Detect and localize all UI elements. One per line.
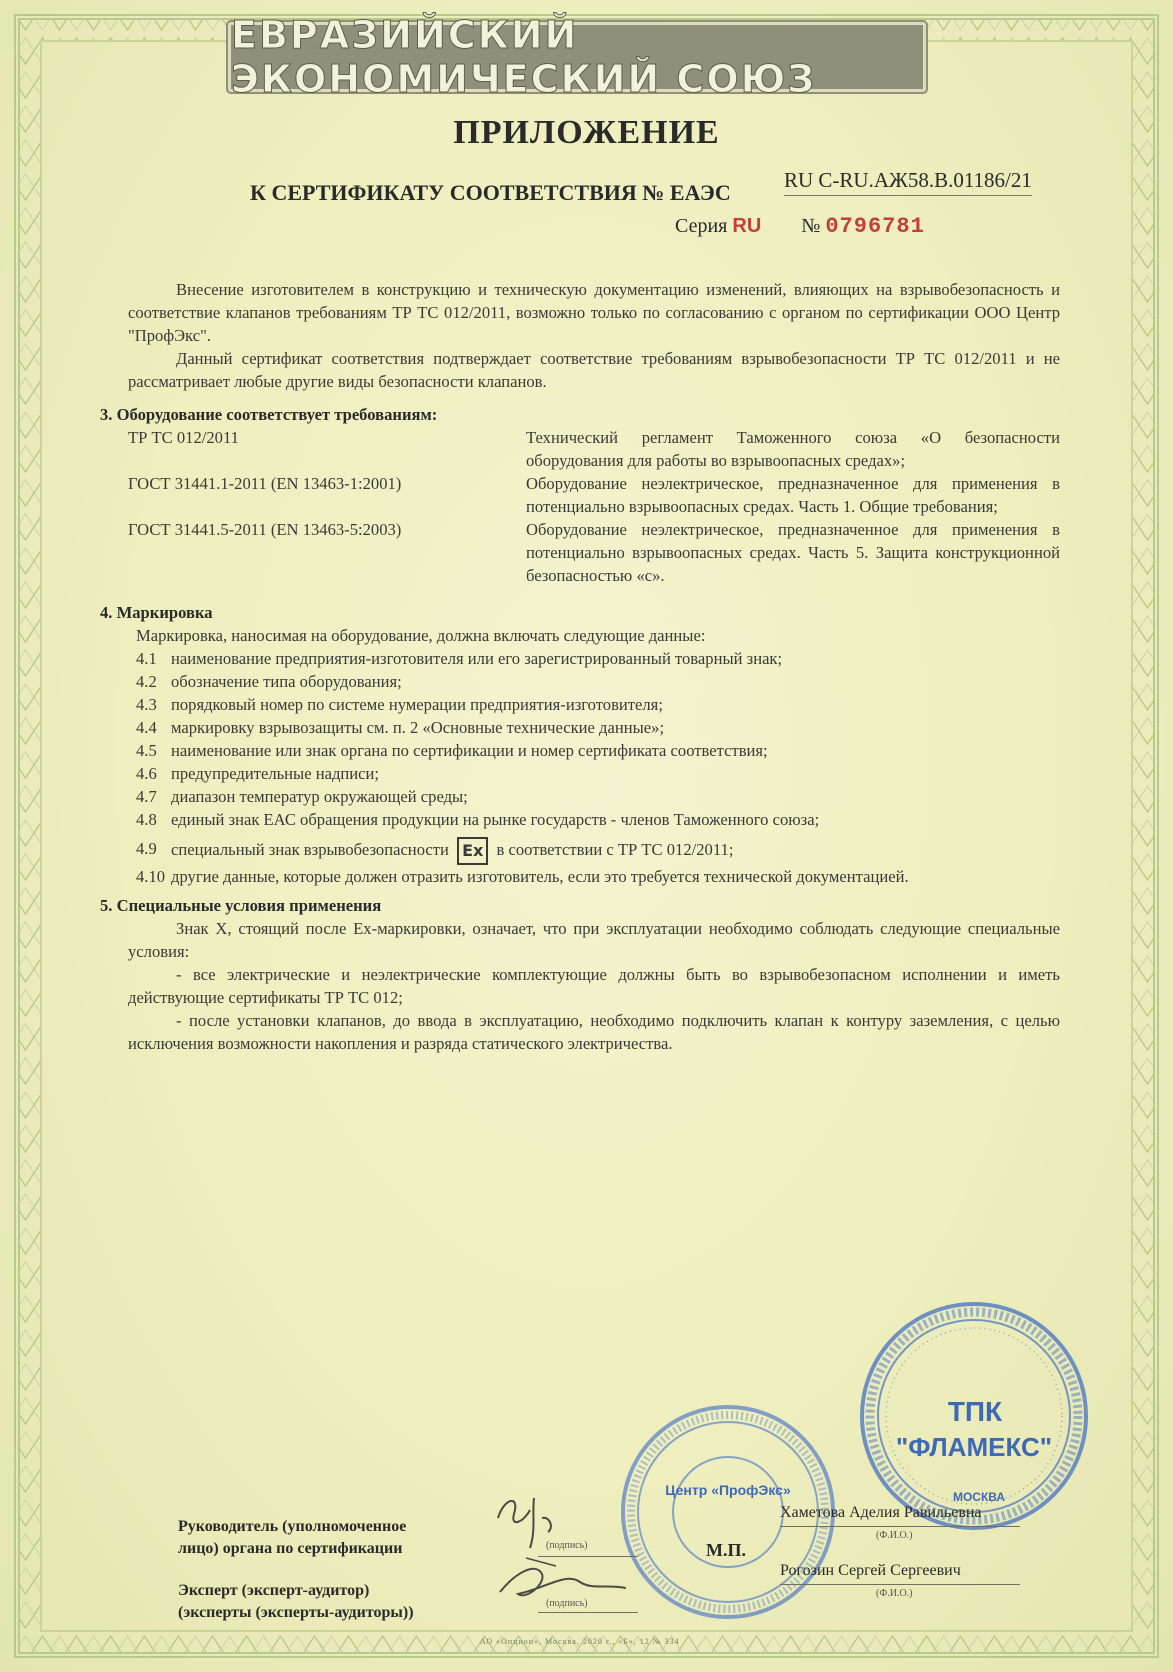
signature-hint: (подпись) — [546, 1598, 588, 1609]
conditions-paragraph: - после установки клапанов, до ввода в эксплуатацию, необходимо подключить клапан к контуру заземления, с целью исключения возможности накопления и разряда статического электричества. — [128, 1011, 1060, 1053]
marking-item — [136, 865, 1060, 888]
expert-label-line: Эксперт (эксперт-аудитор) — [178, 1582, 370, 1599]
marking-item-text: другие данные, которые должен отразить изготовитель, если это требуется технической документацией. — [171, 867, 909, 886]
marking-item — [136, 762, 1060, 785]
marking-item — [136, 716, 1060, 739]
standard-code: ГОСТ 31441.1-2011 (EN 13463-1:2001) — [128, 474, 402, 493]
name-hint: (Ф.И.О.) — [876, 1588, 913, 1599]
serial-number: 0796781 — [825, 214, 925, 239]
certificate-number: RU C-RU.АЖ58.В.01186/21 — [784, 168, 1032, 196]
marking-item-number: 4.3 — [136, 695, 157, 714]
standard-description: Оборудование неэлектрическое, предназначенное для применения в потенциально взрывоопасных средах. Часть 5. Защита конструкционной безопасностью «с». — [526, 520, 1060, 585]
marking-item-text-part: в соответствии с ТР ТС 012/2011; — [496, 839, 734, 859]
marking-item-text: порядковый номер по системе нумерации предприятия-изготовителя; — [171, 695, 663, 714]
series-line — [675, 214, 925, 239]
intro-paragraph: Данный сертификат соответствия подтверждает соответствие требованиям взрывобезопасности ТР ТС 012/2011 и не рассматривает любые другие виды безопасности клапанов. — [128, 349, 1060, 391]
marking-item — [136, 785, 1060, 808]
section-5-heading: 5. Специальные условия применения — [100, 896, 382, 915]
marking-item-number: 4.10 — [136, 867, 166, 886]
standard-code: ТР ТС 012/2011 — [128, 428, 239, 447]
standard-row — [128, 472, 1060, 518]
section-4-heading: 4. Маркировка — [100, 603, 213, 622]
marking-item-text — [171, 837, 1060, 865]
marking-item-text: предупредительные надписи; — [171, 764, 380, 783]
name-line — [780, 1584, 1020, 1585]
marking-item-text-part: специальный знак взрывобезопасности — [171, 839, 449, 859]
marking-item — [136, 647, 1060, 670]
marking-item-text: маркировку взрывозащиты см. п. 2 «Основные технические данные»; — [171, 718, 665, 737]
conditions-paragraph: - все электрические и неэлектрические комплектующие должны быть во взрывобезопасном исполнении и иметь действующие сертификаты ТР ТС 012; — [128, 965, 1060, 1007]
marking-item-number: 4.9 — [136, 839, 157, 858]
standard-description: Оборудование неэлектрическое, предназначенное для применения в потенциально взрывоопасных средах. Часть 1. Общие требования; — [526, 474, 1060, 516]
expert-name: Рогозин Сергей Сергеевич — [780, 1562, 961, 1579]
signature-hint: (подпись) — [546, 1540, 588, 1551]
marking-item-number: 4.1 — [136, 649, 157, 668]
marking-item-number: 4.7 — [136, 787, 157, 806]
standard-row — [128, 518, 1060, 587]
marking-item — [136, 693, 1060, 716]
series-code: RU — [732, 215, 762, 237]
name-hint: (Ф.И.О.) — [876, 1530, 913, 1541]
standard-description: Технический регламент Таможенного союза «О безопасности оборудования для работы во взрывоопасных средах»; — [526, 428, 1060, 470]
intro-paragraph: Внесение изготовителем в конструкцию и техническую документацию изменений, влияющих на взрывобезопасность и соответствие клапанов требованиям ТР ТС 012/2011, возможно только по согласованию с органом по сертификации ООО Центр "ПрофЭкс". — [128, 280, 1060, 345]
marking-item-text: диапазон температур окружающей среды; — [171, 787, 468, 806]
marking-item — [136, 739, 1060, 762]
printer-info: АО «Опцион», Москва, 2020 г., «Б», 12 № 334 — [480, 1637, 680, 1646]
marking-item-number: 4.8 — [136, 810, 157, 829]
marking-item-text: наименование или знак органа по сертификации и номер сертификата соответствия; — [171, 741, 768, 760]
document-body — [100, 278, 1060, 1055]
marking-item — [136, 808, 1060, 831]
company-stamp-line-2: "ФЛАМЕКС" — [895, 1432, 1053, 1462]
section-3-heading: 3. Оборудование соответствует требованиям: — [100, 405, 438, 424]
head-name: Хаметова Аделия Равильевна — [780, 1504, 982, 1521]
seal-label: М.П. — [706, 1540, 746, 1560]
marking-item — [136, 670, 1060, 693]
standard-row — [128, 426, 1060, 472]
certificate-label: К СЕРТИФИКАТУ СООТВЕТСТВИЯ № ЕАЭС — [250, 180, 731, 205]
name-line — [780, 1526, 1020, 1527]
union-title: ЕВРАЗИЙСКИЙ ЭКОНОМИЧЕСКИЙ СОЮЗ — [231, 13, 817, 101]
company-stamp-line-1: ТПК — [947, 1396, 1003, 1427]
marking-item-text: наименование предприятия-изготовителя или его зарегистрированный товарный знак; — [171, 649, 783, 668]
expert-label-line: (эксперты (эксперты-аудиторы)) — [178, 1604, 414, 1621]
marking-item-text: единый знак ЕАС обращения продукции на рынке государств - членов Таможенного союза; — [171, 810, 820, 829]
document-title: ПРИЛОЖЕНИЕ — [453, 114, 720, 151]
signature-line — [538, 1612, 638, 1613]
head-label-line: лицо) органа по сертификации — [178, 1540, 403, 1557]
number-label: № — [801, 215, 821, 237]
marking-intro: Маркировка, наносимая на оборудование, должна включать следующие данные: — [136, 626, 706, 645]
head-label-line: Руководитель (уполномоченное — [178, 1518, 407, 1535]
marking-item-number: 4.5 — [136, 741, 157, 760]
series-label: Серия — [675, 215, 728, 237]
head-label — [178, 1516, 406, 1560]
marking-item-number: 4.6 — [136, 764, 157, 783]
marking-item-number: 4.4 — [136, 718, 157, 737]
marking-item-number: 4.2 — [136, 672, 157, 691]
ex-symbol-icon: Ex — [457, 837, 488, 865]
conditions-paragraph: Знак X, стоящий после Ex-маркировки, означает, что при эксплуатации необходимо соблюдать следующие специальные условия: — [128, 919, 1060, 961]
certification-stamp-text: Центр «ПрофЭкс» — [665, 1482, 791, 1498]
marking-item — [136, 837, 1060, 865]
company-stamp-city: МОСКВА — [952, 1490, 1006, 1504]
expert-label — [178, 1580, 414, 1624]
union-banner — [228, 13, 926, 101]
marking-item-text: обозначение типа оборудования; — [171, 672, 402, 691]
standard-code: ГОСТ 31441.5-2011 (EN 13463-5:2003) — [128, 520, 402, 539]
signature-line — [538, 1556, 638, 1557]
